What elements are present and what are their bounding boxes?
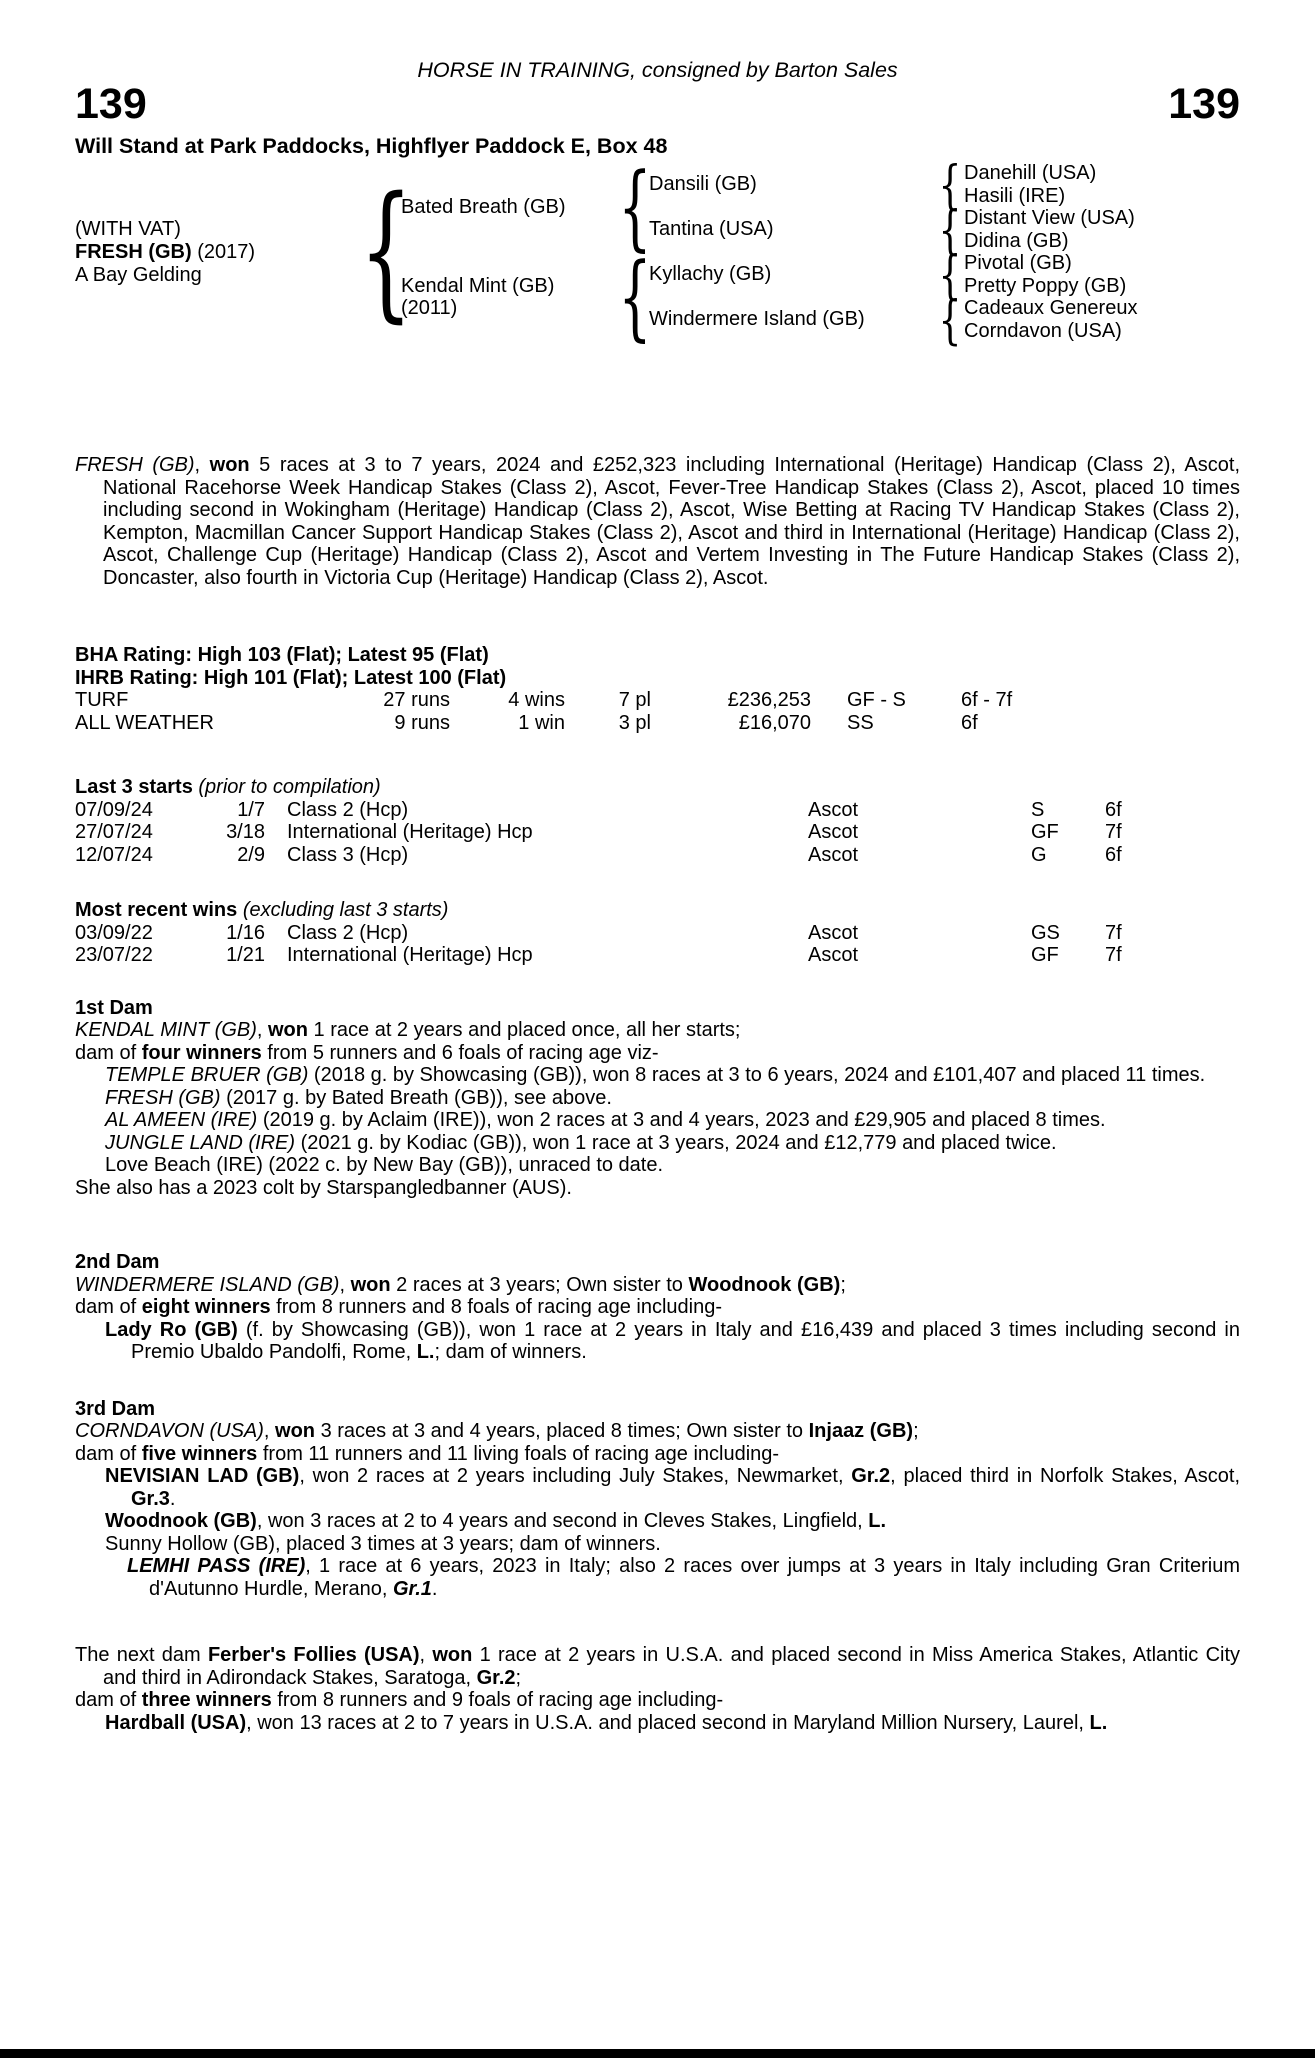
dam-produce-summary: dam of four winners from 5 runners and 6 foals of racing age viz- xyxy=(75,1041,659,1064)
horse-year: (2017) xyxy=(197,240,256,263)
race-date: 23/07/22 xyxy=(75,944,153,966)
catalog-page xyxy=(0,58,1315,2058)
bha-rating-line: BHA Rating: High 103 (Flat); Latest 95 (Flat) xyxy=(75,644,489,666)
horse-name: FRESH (GB) xyxy=(75,240,192,263)
last-starts-heading: Last 3 starts (prior to compilation) xyxy=(75,776,381,798)
produce-entry: Lady Ro (GB) (f. by Showcasing (GB)), won 1 race at 2 years in Italy and £16,439 and placed 3 times including second in Premio Ubaldo Pandolfi, Rome, L.; dam of winners. xyxy=(105,1318,1240,1363)
great-grandsire-name: Pivotal (GB) xyxy=(964,252,1072,274)
produce-entry: LEMHI PASS (IRE), 1 race at 6 years, 2023 in Italy; also 2 races over jumps at 3 years in Italy including Gran Criterium d'Autunno Hurdle, Merano, Gr.1. xyxy=(127,1555,1240,1600)
recent-wins-note: (excluding last 3 starts) xyxy=(242,899,449,921)
race-name: Class 3 (Hcp) xyxy=(287,843,409,866)
horse-description: A Bay Gelding xyxy=(75,263,202,286)
race-result-row xyxy=(75,922,1240,945)
last-starts-table xyxy=(75,776,1240,866)
great-granddam-name: Pretty Poppy (GB) xyxy=(964,274,1127,297)
wins-value: 4 wins xyxy=(508,689,565,711)
vat-note: (WITH VAT) xyxy=(75,217,181,240)
runs-value: 9 runs xyxy=(394,711,450,734)
dam-note: She also has a 2023 colt by Starspangledbanner (AUS). xyxy=(75,1176,572,1199)
race-distance: 7f xyxy=(1105,921,1122,944)
grandsire-name: Kyllachy (GB) xyxy=(649,263,772,286)
dam-produce-summary: dam of five winners from 11 runners and 11 living foals of racing age including- xyxy=(75,1442,780,1465)
race-going: G xyxy=(1031,843,1047,866)
lot-number-left: 139 xyxy=(75,80,147,128)
race-name: International (Heritage) Hcp xyxy=(287,821,533,843)
dam-branch: Kendal Mint (GB) (2011) { Kyllachy (GB) { Pivotal (GB) Pretty Poppy (GB) Windermere Island (GB) { Cadeaux Genereux Corndavon (USA) xyxy=(401,243,1138,351)
race-going: S xyxy=(1031,798,1045,821)
race-result-row xyxy=(75,821,1240,844)
dam-record-paragraph: KENDAL MINT (GB), won 1 race at 2 years and placed once, all her starts; xyxy=(75,1019,741,1041)
race-distance: 6f xyxy=(1105,798,1122,821)
race-position: 1/16 xyxy=(226,921,265,944)
lot-number-row xyxy=(75,82,1240,126)
race-course: Ascot xyxy=(808,843,859,866)
earnings-value: £236,253 xyxy=(727,689,811,711)
dam-name: Kendal Mint (GB) xyxy=(401,274,555,297)
dam-produce-summary: dam of eight winners from 8 runners and 8 foals of racing age including- xyxy=(75,1296,722,1318)
lot-number-right: 139 xyxy=(1168,80,1240,128)
horse-summary xyxy=(75,218,371,287)
places-value: 3 pl xyxy=(618,711,651,734)
produce-entry: AL AMEEN (IRE) (2019 g. by Aclaim (IRE)), won 2 races at 3 and 4 years, 2023 and £29,905 and placed 8 times. xyxy=(105,1109,1106,1131)
runs-value: 27 runs xyxy=(383,689,450,711)
race-record-paragraph: FRESH (GB), won 5 races at 3 to 7 years, 2024 and £252,323 including International (Heritage) Handicap (Class 2), Ascot, National Racehorse Week Handicap Stakes (Class 2), Ascot, Fever-Tree Handicap Stakes (Class 2), Ascot, placed 10 times including second in Wokingham (Heritage) Handicap (Class 2), Ascot, Wise Betting at Racing TV Handicap Stakes (Class 2), Kempton, Macmillan Cancer Support Handicap Stakes (Class 2), Ascot and third in International (Heritage) Handicap (Class 2), Ascot, Challenge Cup (Heritage) Handicap (Class 2), Ascot and Vertem Investing in The Future Handicap Stakes (Class 2), Doncaster, also fourth in Victoria Cup (Heritage) Handicap (Class 2), Ascot. xyxy=(75,454,1240,589)
produce-entry: Love Beach (IRE) (2022 c. by New Bay (GB)), unraced to date. xyxy=(105,1154,664,1176)
produce-entry: TEMPLE BRUER (GB) (2018 g. by Showcasing (GB)), won 8 races at 3 to 6 years, 2024 and £101,407 and placed 11 times. xyxy=(105,1064,1206,1086)
granddam-name: Windermere Island (GB) xyxy=(649,308,865,331)
race-distance: 6f xyxy=(1105,843,1122,866)
race-name: International (Heritage) Hcp xyxy=(287,944,533,966)
second-dam-section xyxy=(75,1251,1240,1364)
race-name: Class 2 (Hcp) xyxy=(287,921,409,944)
race-result-row xyxy=(75,944,1240,967)
dam-year: (2011) xyxy=(401,297,458,319)
race-date: 12/07/24 xyxy=(75,843,153,866)
surface-label: TURF xyxy=(75,689,129,711)
race-date: 03/09/22 xyxy=(75,921,153,944)
race-position: 3/18 xyxy=(226,821,265,843)
sire-branch: Bated Breath (GB) { Dansili (GB) { Danehill (USA) Hasili (IRE) Tantina (USA) { Distant View (USA) Didina (GB) xyxy=(401,153,1135,261)
race-course: Ascot xyxy=(808,821,859,843)
race-date: 07/09/24 xyxy=(75,798,153,821)
race-result-row xyxy=(75,844,1240,867)
race-course: Ascot xyxy=(808,944,859,966)
granddam-name: Tantina (USA) xyxy=(649,218,774,241)
race-distance: 7f xyxy=(1105,821,1122,843)
dam-produce-summary: dam of three winners from 8 runners and 9 foals of racing age including- xyxy=(75,1689,724,1711)
dam-record-paragraph: CORNDAVON (USA), won 3 races at 3 and 4 years, placed 8 times; Own sister to Injaaz (GB); xyxy=(75,1420,919,1442)
race-course: Ascot xyxy=(808,798,859,821)
race-position: 1/21 xyxy=(226,944,265,966)
distance-range: 6f xyxy=(961,711,978,734)
grandsire-name: Dansili (GB) xyxy=(649,173,757,196)
dam-dam-branch: Windermere Island (GB) { Cadeaux Genereux Corndavon (USA) xyxy=(649,289,1138,350)
horse-name-line xyxy=(75,241,371,264)
wins-value: 1 win xyxy=(518,711,565,734)
stand-location-line: Will Stand at Park Paddocks, Highflyer Paddock E, Box 48 xyxy=(75,134,668,158)
race-position: 1/7 xyxy=(237,798,265,821)
race-going: GF xyxy=(1031,944,1059,966)
race-name: Class 2 (Hcp) xyxy=(287,798,409,821)
ratings-block xyxy=(75,644,1240,689)
race-course: Ascot xyxy=(808,921,859,944)
page-footer-bar xyxy=(0,2049,1315,2058)
produce-entry: NEVISIAN LAD (GB), won 2 races at 2 years including July Stakes, Newmarket, Gr.2, placed third in Norfolk Stakes, Ascot, Gr.3. xyxy=(105,1465,1241,1510)
sire-name: Bated Breath (GB) xyxy=(401,195,566,218)
places-value: 7 pl xyxy=(618,689,651,711)
great-granddam-name: Corndavon (USA) xyxy=(964,319,1122,342)
produce-entry: JUNGLE LAND (IRE) (2021 g. by Kodiac (GB)), won 1 race at 3 years, 2024 and £12,779 and placed twice. xyxy=(105,1131,1057,1154)
first-dam-section xyxy=(75,997,1240,1200)
sire-dam-branch: Tantina (USA) { Distant View (USA) Didina (GB) xyxy=(649,199,1135,260)
stats-row-all-weather xyxy=(75,712,1240,735)
produce-entry: Hardball (USA), won 13 races at 2 to 7 years in U.S.A. and placed second in Maryland Million Nursery, Laurel, L. xyxy=(105,1711,1108,1734)
surface-stats-table xyxy=(75,689,1240,734)
great-grandsire-name: Distant View (USA) xyxy=(964,207,1135,229)
surface-label: ALL WEATHER xyxy=(75,711,214,734)
second-dam-heading: 2nd Dam xyxy=(75,1251,160,1273)
race-date: 27/07/24 xyxy=(75,821,153,843)
dam-sire-branch: Kyllachy (GB) { Pivotal (GB) Pretty Poppy (GB) xyxy=(649,244,1127,305)
race-distance: 7f xyxy=(1105,944,1122,966)
third-dam-heading: 3rd Dam xyxy=(75,1397,156,1420)
first-dam-heading: 1st Dam xyxy=(75,996,153,1019)
ihrb-rating-line: IHRB Rating: High 101 (Flat); Latest 100 (Flat) xyxy=(75,666,507,689)
stats-row-turf xyxy=(75,689,1240,712)
sire-sire-branch: Dansili (GB) { Danehill (USA) Hasili (IRE) xyxy=(649,154,1097,215)
produce-entry: Woodnook (GB), won 3 races at 2 to 4 years and second in Cleves Stakes, Lingfield, L. xyxy=(105,1510,887,1532)
dam-record-paragraph: WINDERMERE ISLAND (GB), won 2 races at 3 years; Own sister to Woodnook (GB); xyxy=(75,1273,846,1296)
great-granddam-name: Hasili (IRE) xyxy=(964,184,1066,207)
great-grandsire-name: Cadeaux Genereux xyxy=(964,297,1138,319)
race-going: GF xyxy=(1031,821,1059,843)
great-granddam-name: Didina (GB) xyxy=(964,229,1069,252)
going-range: SS xyxy=(847,711,874,734)
third-dam-section xyxy=(75,1398,1240,1601)
distance-range: 6f - 7f xyxy=(961,689,1013,711)
pedigree-tree: (WITH VAT) FRESH (GB) (2017) A Bay Gelding { Bated Breath (GB) { Dansili (GB) { Danehill (USA) Hasili (IRE) Tantina (USA) { Distant View (USA) Didina (GB) Kendal Mint (GB) (2011) { Kyllachy (GB) { Pivotal (GB) Pretty Poppy (GB) Windermere Island (GB) { Cadeaux Genereux Corndavon (USA) xyxy=(75,153,1138,351)
recent-wins-heading: Most recent wins (excluding last 3 starts) xyxy=(75,899,449,921)
last-starts-note: (prior to compilation) xyxy=(198,776,381,798)
page-title: HORSE IN TRAINING, consigned by Barton Sales xyxy=(417,58,898,82)
race-going: GS xyxy=(1031,921,1060,944)
great-grandsire-name: Danehill (USA) xyxy=(964,162,1097,184)
earnings-value: £16,070 xyxy=(738,711,811,734)
produce-entry: FRESH (GB) (2017 g. by Bated Breath (GB)), see above. xyxy=(105,1086,612,1109)
produce-entry: Sunny Hollow (GB), placed 3 times at 3 years; dam of winners. xyxy=(105,1532,661,1555)
recent-wins-table xyxy=(75,899,1240,967)
going-range: GF - S xyxy=(847,689,906,711)
next-dam-section xyxy=(75,1644,1240,1734)
dam-record-paragraph: The next dam Ferber's Follies (USA), won 1 race at 2 years in U.S.A. and placed second in Miss America Stakes, Atlantic City and third in Adirondack Stakes, Saratoga, Gr.2; xyxy=(75,1644,1241,1689)
race-result-row xyxy=(75,799,1240,822)
page-content xyxy=(75,58,1240,1734)
race-position: 2/9 xyxy=(237,843,265,866)
